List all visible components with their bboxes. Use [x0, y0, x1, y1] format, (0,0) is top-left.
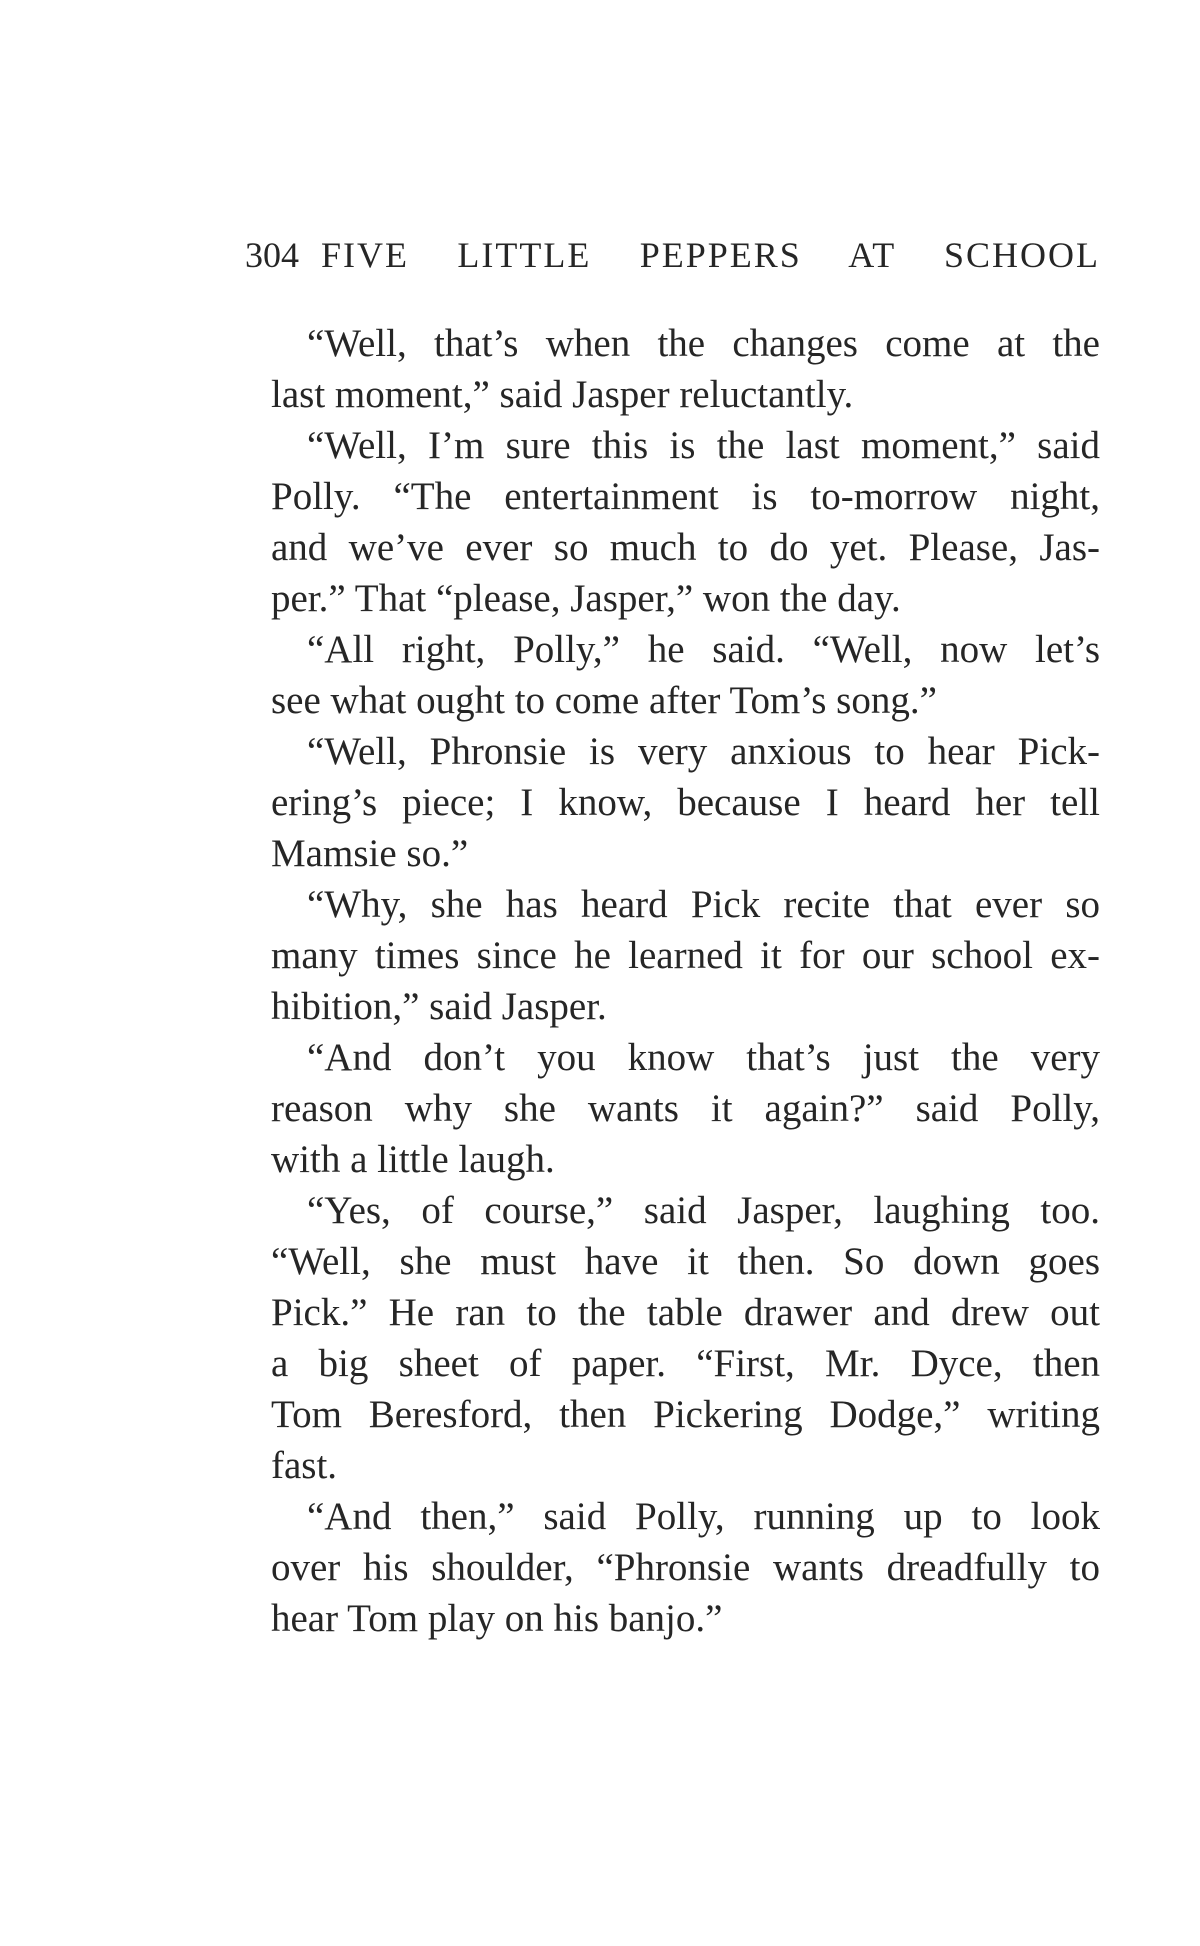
text-line: last moment,” said Jasper reluctantly. — [271, 373, 854, 416]
text-line: “Well, that’s when the changes come at the — [307, 322, 1100, 365]
text-line: fast. — [271, 1444, 338, 1487]
text-line: over his shoulder, “Phronsie wants dreadfully to — [271, 1546, 1100, 1589]
text-line: reason why she wants it again?” said Polly, — [271, 1087, 1100, 1130]
text-line: “And don’t you know that’s just the very — [307, 1036, 1100, 1079]
paragraph — [235, 1185, 1100, 1491]
text-line: a big sheet of paper. “First, Mr. Dyce, then — [271, 1342, 1100, 1385]
text-line: “Well, Phronsie is very anxious to hear Pick- — [307, 730, 1100, 773]
text-line: “Well, she must have it then. So down goes — [271, 1240, 1100, 1283]
text-line: “And then,” said Polly, running up to look — [307, 1495, 1100, 1538]
text-line: “Yes, of course,” said Jasper, laughing too. — [307, 1189, 1100, 1232]
text-line: see what ought to come after Tom’s song.” — [271, 679, 937, 722]
text-line: “All right, Polly,” he said. “Well, now let’s — [307, 628, 1100, 671]
text-line: Polly. “The entertainment is to-morrow night, — [271, 475, 1100, 518]
text-line: hear Tom play on his banjo.” — [271, 1597, 723, 1640]
page-number: 304 — [245, 235, 299, 275]
paragraph — [235, 1032, 1100, 1185]
running-title: FIVE LITTLE PEPPERS AT SCHOOL — [321, 235, 1100, 275]
paragraph — [235, 420, 1100, 624]
paragraph — [235, 624, 1100, 726]
running-head — [245, 234, 1100, 276]
text-line: per.” That “please, Jasper,” won the day. — [271, 577, 901, 620]
text-line: with a little laugh. — [271, 1138, 555, 1181]
paragraph — [235, 726, 1100, 879]
text-line: “Well, I’m sure this is the last moment,” said — [307, 424, 1100, 467]
paragraph — [235, 318, 1100, 420]
text-line: and we’ve ever so much to do yet. Please, Jas- — [271, 526, 1100, 569]
paragraph — [235, 879, 1100, 1032]
text-line: ering’s piece; I know, because I heard her tell — [271, 781, 1100, 824]
text-line: Pick.” He ran to the table drawer and drew out — [271, 1291, 1100, 1334]
text-line: hibition,” said Jasper. — [271, 985, 607, 1028]
text-line: many times since he learned it for our school ex- — [271, 934, 1100, 977]
text-line: Tom Beresford, then Pickering Dodge,” writing — [271, 1393, 1100, 1436]
text-line: “Why, she has heard Pick recite that ever so — [307, 883, 1100, 926]
body-text — [235, 318, 1100, 1644]
paragraph — [235, 1491, 1100, 1644]
text-line: Mamsie so.” — [271, 832, 469, 875]
